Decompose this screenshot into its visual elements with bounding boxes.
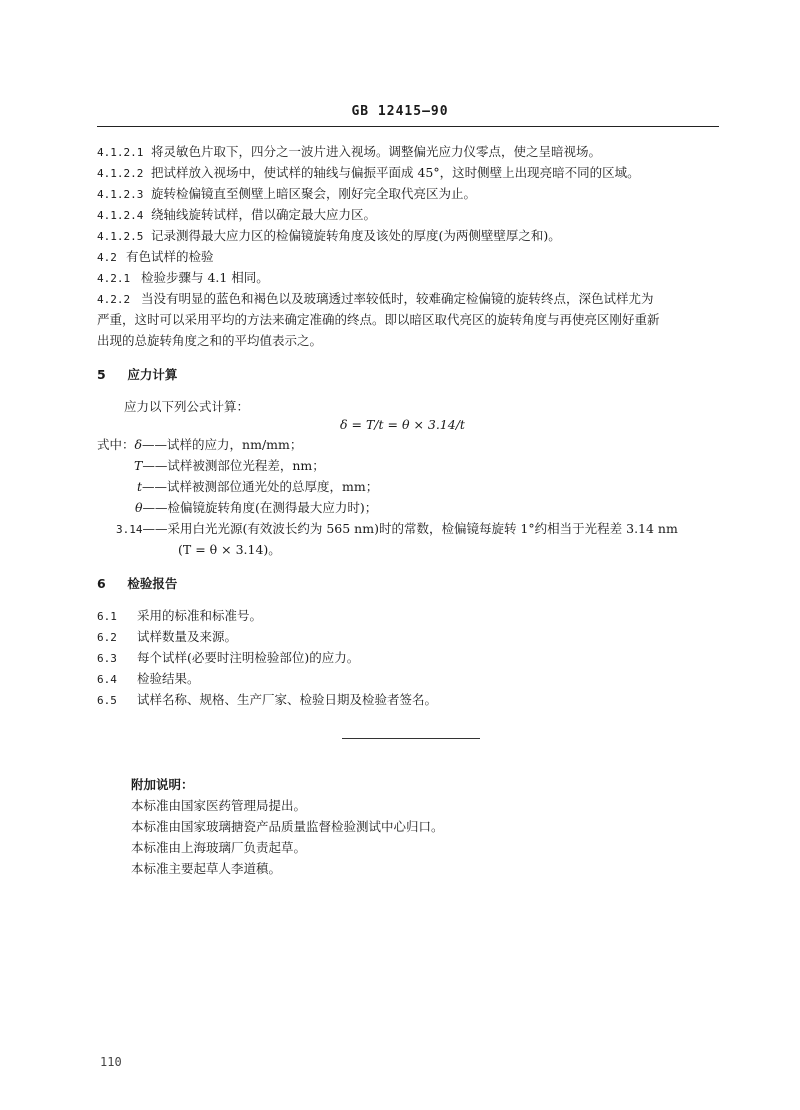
section-5-intro: 应力以下列公式计算： bbox=[124, 399, 250, 414]
item-text: 试样名称、规格、生产厂家、检验日期及检验者签名。 bbox=[137, 692, 438, 707]
clause-4-2-2 bbox=[97, 291, 654, 308]
item-number: 6.1 bbox=[97, 610, 117, 623]
var-symbol: δ bbox=[134, 437, 143, 452]
clause-text: 将灵敏色片取下，四分之一波片进入视场。调整偏光应力仪零点，使之呈暗视场。 bbox=[150, 144, 601, 159]
report-item bbox=[97, 692, 437, 709]
notes-line: 本标准由上海玻璃厂负责起草。 bbox=[131, 840, 307, 855]
item-text: 每个试样(必要时注明检验部位)的应力。 bbox=[137, 650, 360, 665]
clause-text: 检验步骤与 4.1 相同。 bbox=[140, 270, 269, 285]
var-desc: ——检偏镜旋转角度(在测得最大应力时)； bbox=[142, 500, 378, 515]
clause-text: 记录测得最大应力区的检偏镜旋转角度及该处的厚度(为两侧壁壁厚之和)。 bbox=[150, 228, 561, 243]
clause-number: 4.1.2.1 bbox=[97, 146, 144, 159]
page-number: 110 bbox=[100, 1055, 122, 1069]
standard-code-header: GB 12415—90 bbox=[351, 104, 449, 119]
formula-constant-cont: (T = θ × 3.14)。 bbox=[178, 542, 281, 557]
clause-4-1-2-1 bbox=[97, 144, 601, 161]
item-number: 6.4 bbox=[97, 673, 117, 686]
formula-where-row-3 bbox=[137, 479, 378, 495]
clause-4-2-1 bbox=[97, 270, 269, 287]
item-text: 检验结果。 bbox=[137, 671, 200, 686]
item-text: 试样数量及来源。 bbox=[137, 629, 238, 644]
constant-desc: ——采用白光光源(有效波长约为 565 nm)时的常数，检偏镜每旋转 1°约相当于光程差 3.14 nm bbox=[142, 521, 678, 536]
formula-where-row-4 bbox=[135, 500, 377, 516]
clause-4-1-2-2 bbox=[97, 165, 640, 182]
clause-text: 当没有明显的蓝色和褐色以及玻璃透过率较低时，较难确定检偏镜的旋转终点，深色试样尤为 bbox=[140, 291, 654, 306]
clause-4-1-2-5 bbox=[97, 228, 561, 245]
var-symbol: T bbox=[134, 458, 143, 473]
var-desc: ——试样的应力，nm/mm； bbox=[142, 437, 303, 452]
clause-number: 4.1.2.3 bbox=[97, 188, 144, 201]
report-item bbox=[97, 608, 262, 625]
section-number: 5 bbox=[97, 367, 106, 382]
var-desc: ——试样被测部位通光处的总厚度，mm； bbox=[142, 479, 379, 494]
item-number: 6.5 bbox=[97, 694, 117, 707]
clause-4-1-2-4 bbox=[97, 207, 376, 224]
section-6-heading bbox=[97, 576, 177, 592]
constant-symbol: 3.14 bbox=[116, 523, 143, 536]
stress-formula: δ = T/t = θ × 3.14/t bbox=[340, 417, 465, 432]
clause-text: 有色试样的检验 bbox=[125, 249, 214, 264]
clause-text: 旋转检偏镜直至侧壁上暗区聚会，刚好完全取代亮区为止。 bbox=[150, 186, 476, 201]
item-number: 6.2 bbox=[97, 631, 117, 644]
clause-number: 4.1.2.2 bbox=[97, 167, 144, 180]
clause-number: 4.2.2 bbox=[97, 293, 131, 306]
section-5-heading bbox=[97, 367, 177, 383]
clause-text: 绕轴线旋转试样，借以确定最大应力区。 bbox=[150, 207, 376, 222]
var-desc: ——试样被测部位光程差，nm； bbox=[142, 458, 325, 473]
formula-where-row-2 bbox=[134, 458, 325, 474]
header-rule bbox=[97, 126, 719, 127]
notes-line: 本标准由国家玻璃搪瓷产品质量监督检验测试中心归口。 bbox=[131, 819, 444, 834]
section-title: 检验报告 bbox=[127, 576, 178, 591]
notes-title: 附加说明： bbox=[131, 777, 194, 792]
var-symbol: θ bbox=[135, 500, 143, 515]
notes-line: 本标准由国家医药管理局提出。 bbox=[131, 798, 307, 813]
clause-number: 4.2.1 bbox=[97, 272, 131, 285]
var-symbol: t bbox=[137, 479, 143, 494]
clause-4-2-2-cont1: 严重，这时可以采用平均的方法来确定准确的终点。即以暗区取代亮区的旋转角度与再使亮区刚好重新 bbox=[97, 312, 660, 327]
clause-number: 4.2 bbox=[97, 251, 117, 264]
item-number: 6.3 bbox=[97, 652, 117, 665]
formula-where-row-1 bbox=[97, 437, 302, 453]
section-title: 应力计算 bbox=[127, 367, 178, 382]
item-text: 采用的标准和标准号。 bbox=[137, 608, 263, 623]
clause-number: 4.1.2.4 bbox=[97, 209, 144, 222]
section-divider bbox=[342, 738, 480, 739]
where-label: 式中： bbox=[97, 437, 135, 452]
clause-text: 把试样放入视场中，使试样的轴线与偏振平面成 45°，这时侧壁上出现亮暗不同的区域。 bbox=[150, 165, 640, 180]
report-item bbox=[97, 629, 237, 646]
clause-4-1-2-3 bbox=[97, 186, 476, 203]
formula-constant-row bbox=[116, 521, 678, 538]
notes-line: 本标准主要起草人李道稹。 bbox=[131, 861, 282, 876]
section-number: 6 bbox=[97, 576, 106, 591]
report-item bbox=[97, 650, 359, 667]
clause-4-2-2-cont2: 出现的总旋转角度之和的平均值表示之。 bbox=[97, 333, 323, 348]
clause-number: 4.1.2.5 bbox=[97, 230, 144, 243]
clause-4-2 bbox=[97, 249, 214, 266]
report-item bbox=[97, 671, 200, 688]
